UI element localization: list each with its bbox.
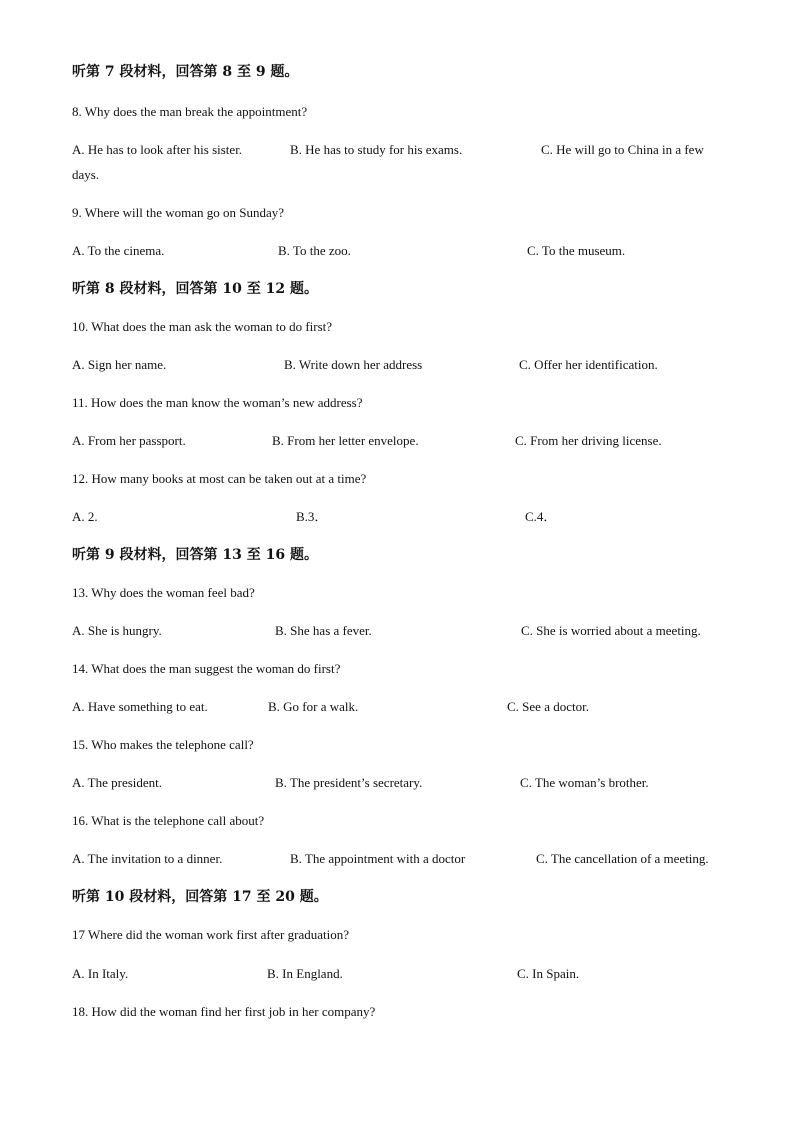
option-c-continued: days.	[72, 167, 100, 182]
question-text: 15. Who makes the telephone call?	[72, 737, 254, 752]
question-text: 9. Where will the woman go on Sunday?	[72, 205, 285, 220]
option-a: A. From her passport.	[72, 433, 186, 448]
question-text: 11. How does the man know the woman’s new address?	[72, 395, 363, 410]
option-b: B. To the zoo.	[278, 243, 351, 258]
option-b: B.3．	[296, 509, 328, 524]
option-a: A. She is hungry.	[72, 623, 162, 638]
option-b: B. The appointment with a doctor	[290, 851, 466, 866]
option-a: A. He has to look after his sister.	[72, 142, 243, 157]
option-c: C. She is worried about a meeting.	[521, 623, 701, 638]
option-c: C.4．	[525, 509, 557, 524]
option-c: C. He will go to China in a few	[541, 142, 704, 157]
option-b: B. Go for a walk.	[268, 699, 359, 714]
option-a: A. The president.	[72, 775, 163, 790]
option-c: C. Offer her identification.	[519, 357, 658, 372]
option-b: B. Write down her address	[284, 357, 423, 372]
option-c: C. The cancellation of a meeting.	[536, 851, 709, 866]
section-heading: 听第 9 段材料，回答第 13 至 16 题。	[72, 547, 318, 563]
section-heading: 听第 7 段材料，回答第 8 至 9 题。	[72, 64, 299, 80]
option-a: A. Sign her name.	[72, 357, 167, 372]
option-a: A. 2.	[72, 509, 98, 524]
option-a: A. In Italy.	[72, 966, 129, 981]
option-c: C. In Spain.	[517, 966, 580, 981]
question-text: 16. What is the telephone call about?	[72, 813, 265, 828]
option-c: C. From her driving license.	[515, 433, 662, 448]
option-c: C. To the museum.	[527, 243, 626, 258]
question-text: 14. What does the man suggest the woman do first?	[72, 661, 341, 676]
question-text: 17 Where did the woman work first after graduation?	[72, 927, 349, 942]
section-heading: 听第 10 段材料，回答第 17 至 20 题。	[72, 889, 328, 905]
option-c: C. See a doctor.	[507, 699, 589, 714]
question-text: 13. Why does the woman feel bad?	[72, 585, 255, 600]
option-b: B. In England.	[267, 966, 343, 981]
question-text: 18. How did the woman find her first job in her company?	[72, 1004, 376, 1019]
section-heading: 听第 8 段材料，回答第 10 至 12 题。	[72, 281, 318, 297]
question-text: 10. What does the man ask the woman to do first?	[72, 319, 333, 334]
option-a: A. The invitation to a dinner.	[72, 851, 223, 866]
question-text: 8. Why does the man break the appointment?	[72, 104, 308, 119]
option-b: B. She has a fever.	[275, 623, 372, 638]
option-b: B. The president’s secretary.	[275, 775, 423, 790]
option-b: B. He has to study for his exams.	[290, 142, 463, 157]
option-c: C. The woman’s brother.	[520, 775, 649, 790]
option-a: A. To the cinema.	[72, 243, 165, 258]
option-a: A. Have something to eat.	[72, 699, 208, 714]
question-text: 12. How many books at most can be taken out at a time?	[72, 471, 367, 486]
option-b: B. From her letter envelope.	[272, 433, 419, 448]
